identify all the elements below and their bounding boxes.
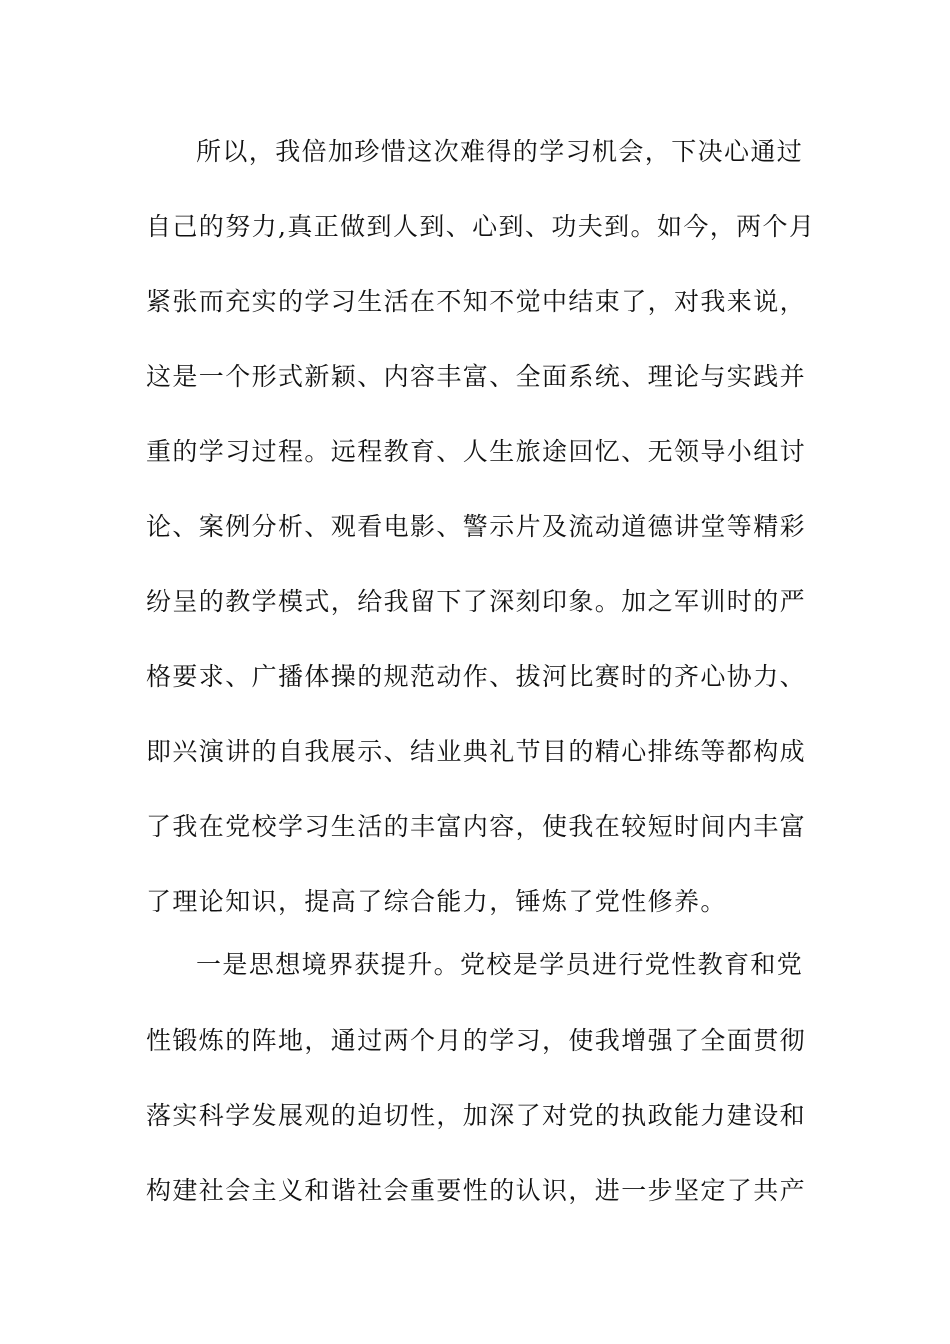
paragraph-1-line-8: 格要求、广播体操的规范动作、拔河比赛时的齐心协力、 <box>146 662 807 691</box>
paragraph-2-line-2: 性锻炼的阵地，通过两个月的学习，使我增强了全面贯彻 <box>146 1026 807 1055</box>
paragraph-1-line-10: 了我在党校学习生活的丰富内容，使我在较短时间内丰富 <box>146 812 807 841</box>
paragraph-1-line-11: 了理论知识，提高了综合能力，锤炼了党性修养。 <box>146 887 727 916</box>
paragraph-1-line-9: 即兴演讲的自我展示、结业典礼节目的精心排练等都构成 <box>146 737 807 766</box>
paragraph-2-line-3: 落实科学发展观的迫切性，加深了对党的执政能力建设和 <box>146 1101 807 1130</box>
paragraph-1-line-7: 纷呈的教学模式，给我留下了深刻印象。加之军训时的严 <box>146 587 807 616</box>
paragraph-1-line-3: 紧张而充实的学习生活在不知不觉中结束了，对我来说， <box>146 287 807 316</box>
paragraph-1-line-6: 论、案例分析、观看电影、警示片及流动道德讲堂等精彩 <box>146 512 807 541</box>
paragraph-2-line-1: 一是思想境界获提升。党校是学员进行党性教育和党 <box>196 950 804 979</box>
paragraph-1-line-1: 所以，我倍加珍惜这次难得的学习机会，下决心通过 <box>196 137 804 166</box>
paragraph-1-line-2: 自己的努力,真正做到人到、心到、功夫到。如今，两个月 <box>146 212 816 241</box>
paragraph-2-line-4: 构建社会主义和谐社会重要性的认识，进一步坚定了共产 <box>146 1176 807 1205</box>
paragraph-1-line-5: 重的学习过程。远程教育、人生旅途回忆、无领导小组讨 <box>146 437 807 466</box>
paragraph-1-line-4: 这是一个形式新颖、内容丰富、全面系统、理论与实践并 <box>146 362 807 391</box>
